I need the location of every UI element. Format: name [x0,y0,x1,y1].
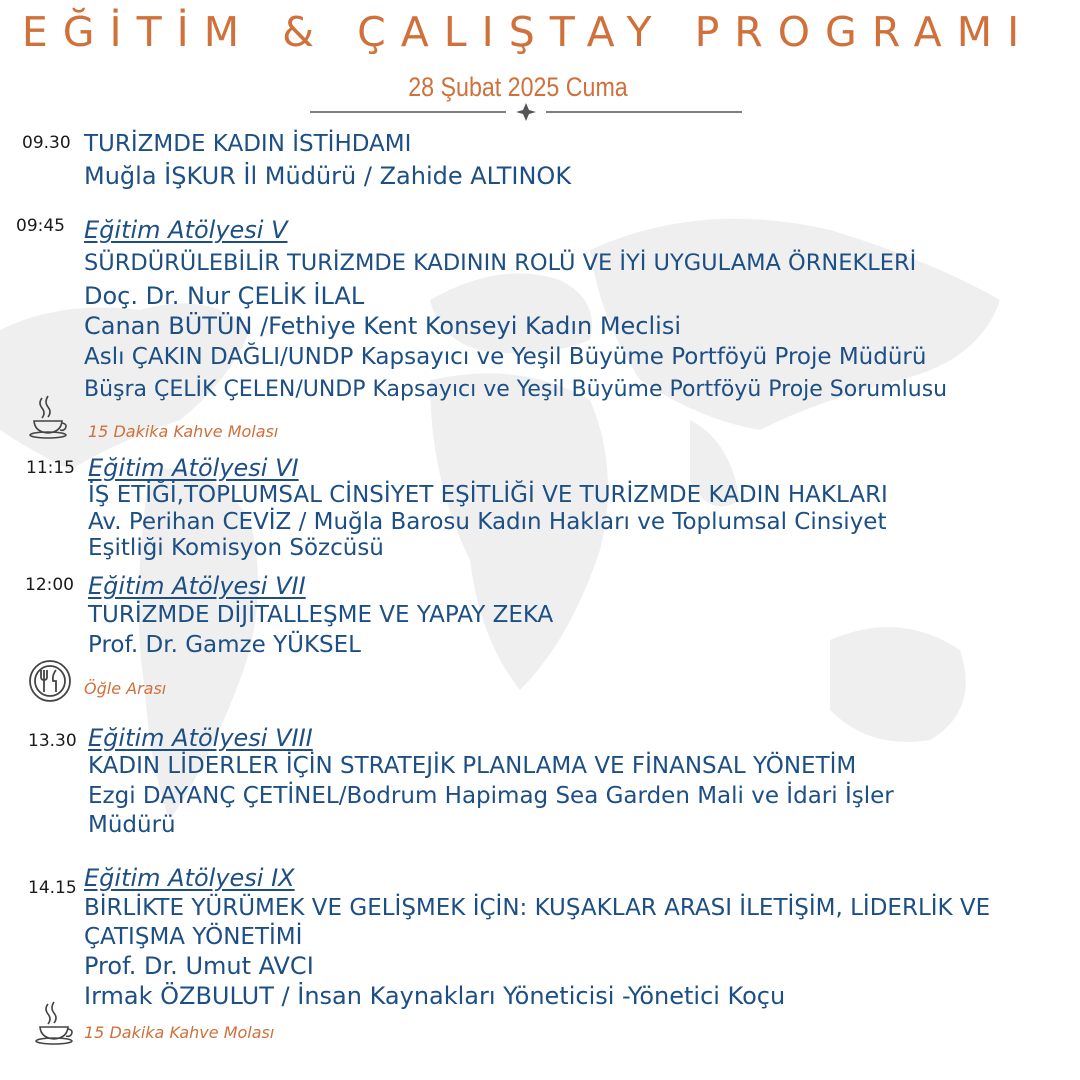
plate-cutlery-icon [26,659,74,703]
session-speaker: Prof. Dr. Gamze YÜKSEL [88,632,361,658]
session-speaker: Prof. Dr. Umut AVCI [84,952,314,980]
workshop-title: Eğitim Atölyesi IX [84,864,295,892]
session-speaker: Canan BÜTÜN /Fethiye Kent Konseyi Kadın Meclisi [84,312,681,340]
lunch-break-label: Öğle Arası [84,679,167,698]
coffee-break-label: 15 Dakika Kahve Molası [84,1023,275,1042]
session-time: 13.30 [28,731,77,751]
coffee-cup-icon [32,1000,76,1046]
workshop-title: Eğitim Atölyesi VII [88,572,306,600]
session-topic: TURİZMDE DİJİTALLEŞME VE YAPAY ZEKA [88,602,554,628]
header-divider [310,102,742,122]
session-time: 11:15 [26,458,75,478]
session-speaker: Aslı ÇAKIN DAĞLI/UNDP Kapsayıcı ve Yeşil Büyüme Portföyü Proje Müdürü [84,344,927,370]
session-topic: SÜRDÜRÜLEBİLİR TURİZMDE KADININ ROLÜ VE İYİ UYGULAMA ÖRNEKLERİ [84,250,917,276]
session-topic: İŞ ETİĞİ,TOPLUMSAL CİNSİYET EŞİTLİĞİ VE TURİZMDE KADIN HAKLARI [88,482,888,508]
session-speaker: Ezgi DAYANÇ ÇETİNEL/Bodrum Hapimag Sea Garden Mali ve İdari İşler [88,783,894,809]
session-speaker: Irmak ÖZBULUT / İnsan Kaynakları Yöneticisi -Yönetici Koçu [84,982,786,1010]
session-speaker: Av. Perihan CEVİZ / Muğla Barosu Kadın Hakları ve Toplumsal Cinsiyet [88,509,887,535]
session-time: 12:00 [25,575,74,595]
session-topic: TURİZMDE KADIN İSTİHDAMI [84,131,412,157]
session-speaker: Büşra ÇELİK ÇELEN/UNDP Kapsayıcı ve Yeşil Büyüme Portföyü Proje Sorumlusu [84,377,948,402]
workshop-title: Eğitim Atölyesi VIII [88,724,313,752]
coffee-cup-icon [26,394,70,440]
session-speaker: Müdürü [88,812,176,838]
workshop-title: Eğitim Atölyesi V [84,216,288,244]
coffee-break-label: 15 Dakika Kahve Molası [88,422,279,441]
session-time: 09.30 [22,133,71,153]
session-speaker: Eşitliği Komisyon Sözcüsü [88,535,384,561]
session-speaker: Muğla İŞKUR İl Müdürü / Zahide ALTINOK [84,162,572,190]
session-speaker: Doç. Dr. Nur ÇELİK İLAL [84,282,365,310]
session-time: 14.15 [28,878,77,898]
program-date: 28 Şubat 2025 Cuma [408,72,628,102]
workshop-title: Eğitim Atölyesi VI [88,454,299,482]
session-topic: ÇATIŞMA YÖNETİMİ [84,924,303,950]
session-topic: BİRLİKTE YÜRÜMEK VE GELİŞMEK İÇİN: KUŞAKLAR ARASI İLETİŞİM, LİDERLİK VE [84,895,991,921]
session-topic: KADIN LİDERLER İÇİN STRATEJİK PLANLAMA VE FİNANSAL YÖNETİM [88,753,857,779]
session-time: 09:45 [16,216,65,236]
divider-star-icon [516,103,536,121]
page-title: EĞİTİM & ÇALIŞTAY PROGRAMI [21,8,1035,56]
